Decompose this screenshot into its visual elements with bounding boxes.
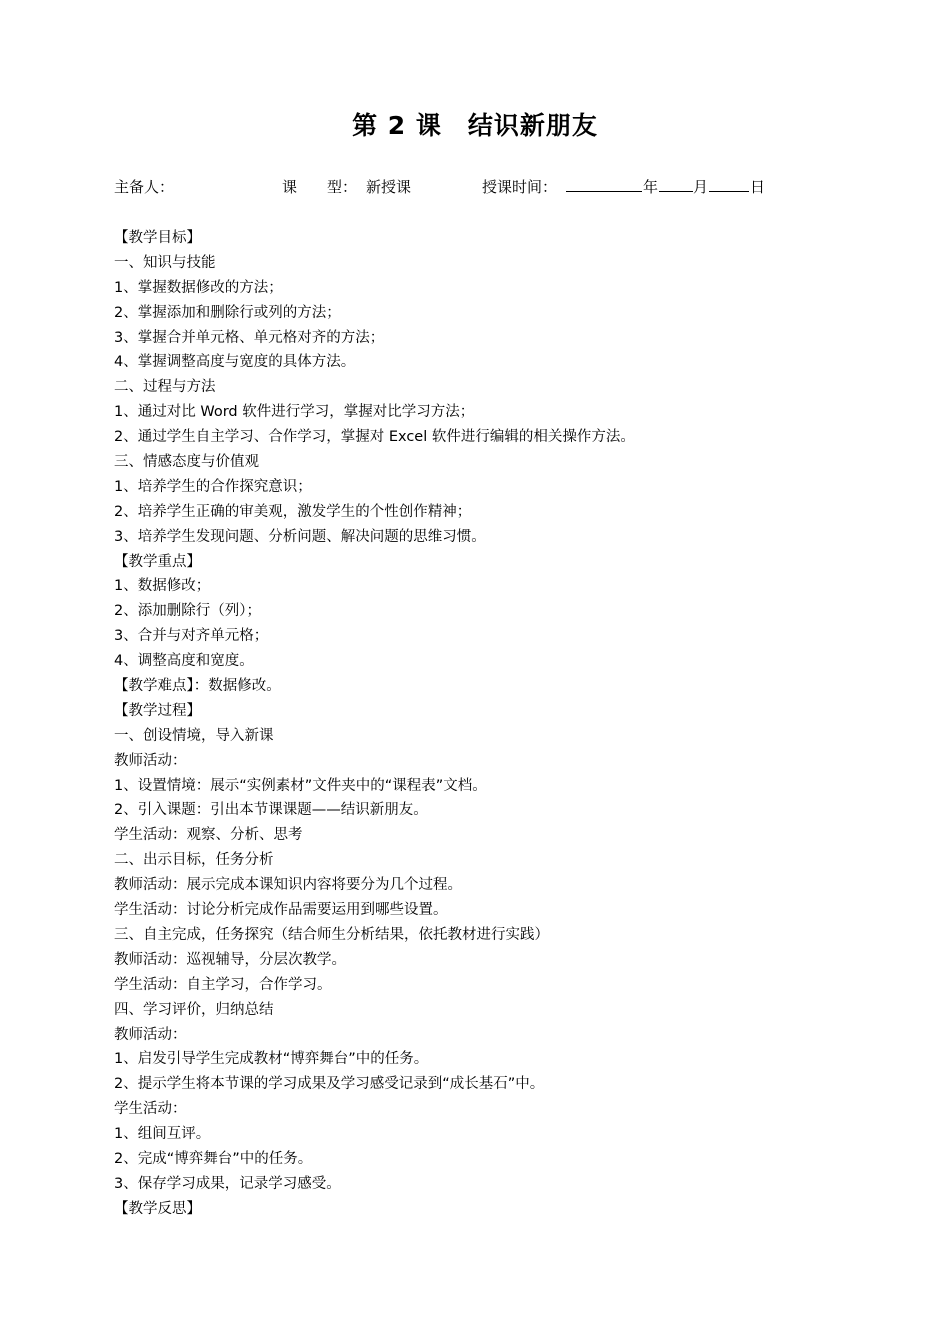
body-line: 2、添加删除行（列）； bbox=[114, 603, 261, 620]
body-line: 教师活动：巡视辅导，分层次教学。 bbox=[114, 951, 346, 968]
body-line: 三、情感态度与价值观 bbox=[114, 454, 259, 471]
body-line: 二、过程与方法 bbox=[114, 379, 216, 396]
preparer-label: 主备人： bbox=[114, 178, 175, 196]
year-label: 年 bbox=[643, 178, 659, 196]
lesson-type-value: 新授课 bbox=[366, 178, 412, 196]
body-line: 1、培养学生的合作探究意识； bbox=[114, 478, 312, 495]
body-line: 2、完成“博弈舞台”中的任务。 bbox=[114, 1150, 313, 1167]
body-line: 二、出示目标，任务分析 bbox=[114, 852, 274, 869]
body-line: 三、自主完成，任务探究（结合师生分析结果，依托教材进行实践） bbox=[114, 926, 549, 943]
day-label: 日 bbox=[750, 178, 766, 196]
body-line: 【教学难点】：数据修改。 bbox=[114, 678, 281, 695]
lesson-plan-body bbox=[114, 226, 834, 1222]
day-blank bbox=[709, 176, 749, 192]
body-line: 学生活动： bbox=[114, 1101, 187, 1118]
body-line: 1、组间互评。 bbox=[114, 1126, 211, 1143]
body-line: 学生活动：自主学习，合作学习。 bbox=[114, 976, 332, 993]
body-line: 1、通过对比 Word 软件进行学习，掌握对比学习方法； bbox=[114, 404, 475, 421]
body-line: 1、启发引导学生完成教材“博弈舞台”中的任务。 bbox=[114, 1051, 429, 1068]
body-line: 3、合并与对齐单元格； bbox=[114, 628, 269, 645]
body-line: 3、掌握合并单元格、单元格对齐的方法； bbox=[114, 329, 385, 346]
body-line: 一、创设情境，导入新课 bbox=[114, 727, 274, 744]
body-line: 【教学重点】 bbox=[114, 553, 201, 570]
body-line: 2、提示学生将本节课的学习成果及学习感受记录到“成长基石”中。 bbox=[114, 1076, 545, 1093]
body-line: 1、掌握数据修改的方法； bbox=[114, 279, 283, 296]
lesson-time-label: 授课时间： bbox=[482, 178, 558, 196]
body-line: 2、通过学生自主学习、合作学习，掌握对 Excel 软件进行编辑的相关操作方法。 bbox=[114, 429, 635, 446]
body-line: 教师活动：展示完成本课知识内容将要分为几个过程。 bbox=[114, 877, 462, 894]
body-line: 1、设置情境：展示“实例素材”文件夹中的“课程表”文档。 bbox=[114, 777, 487, 794]
body-line: 【教学过程】 bbox=[114, 702, 201, 719]
month-label: 月 bbox=[693, 178, 709, 196]
body-line: 【教学反思】 bbox=[114, 1200, 201, 1217]
body-line: 一、知识与技能 bbox=[114, 254, 216, 271]
month-blank bbox=[659, 176, 693, 192]
body-line: 4、掌握调整高度与宽度的具体方法。 bbox=[114, 354, 356, 371]
body-line: 2、引入课题：引出本节课课题——结识新朋友。 bbox=[114, 802, 428, 819]
year-blank bbox=[566, 176, 642, 192]
body-line: 【教学目标】 bbox=[114, 230, 201, 246]
body-line: 4、调整高度和宽度。 bbox=[114, 653, 254, 670]
lesson-type-label: 课 型： bbox=[282, 178, 358, 196]
body-line: 1、数据修改； bbox=[114, 578, 211, 595]
body-line: 教师活动： bbox=[114, 752, 187, 769]
body-line: 学生活动：观察、分析、思考 bbox=[114, 827, 303, 844]
page-title: 第 2 课 结识新朋友 bbox=[352, 111, 598, 140]
body-line: 3、培养学生发现问题、分析问题、解决问题的思维习惯。 bbox=[114, 528, 486, 545]
body-line: 2、培养学生正确的审美观，激发学生的个性创作精神； bbox=[114, 503, 472, 520]
body-line: 学生活动：讨论分析完成作品需要运用到哪些设置。 bbox=[114, 902, 448, 919]
body-line: 四、学习评价，归纳总结 bbox=[114, 1001, 274, 1018]
body-line: 2、掌握添加和删除行或列的方法； bbox=[114, 304, 341, 321]
body-line: 教师活动： bbox=[114, 1026, 187, 1043]
body-line: 3、保存学习成果，记录学习感受。 bbox=[114, 1175, 341, 1192]
